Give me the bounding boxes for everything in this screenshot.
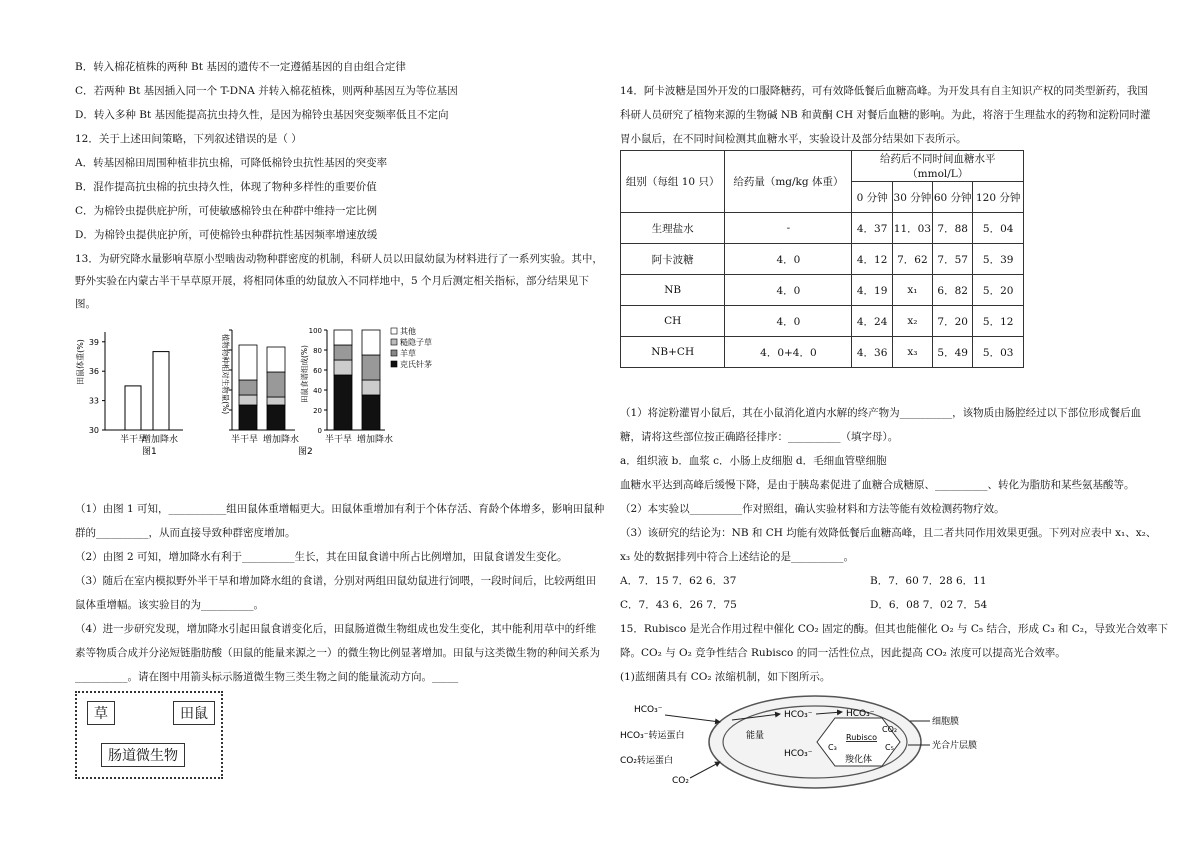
vole-box: 田鼠 [173, 701, 215, 725]
cell-dose: 4．0+4．0 [725, 337, 852, 368]
fig1-bar [153, 352, 169, 430]
q12-option-a: A．转基因棉田周围种植非抗虫棉，可降低棉铃虫抗性基因的突变率 [75, 157, 388, 169]
fig2-bar-segment [267, 372, 285, 397]
fig2-legend-swatch [391, 339, 397, 345]
figure-1 [75, 332, 183, 457]
fig2-tick-label: 0 [317, 427, 322, 435]
cell-value: 7．20 [933, 306, 973, 337]
fig2-bar-segment [334, 375, 352, 430]
q13-1-line2: 群的__________，从而直接导致种群密度增加。 [75, 527, 296, 539]
q13-4-line2: 素等物质合成并分泌短链脂肪酸（田鼠的能量来源之一）的微生物比例显著增加。田鼠与这类微生物的种间关系为 [75, 647, 600, 659]
label-hco3-out: HCO₃⁻ [634, 705, 663, 715]
fig2-cat-2: 半干旱 [325, 435, 353, 445]
q13-stem-line2: 野外实验在内蒙古半干旱草原开展，将相同体重的幼鼠放入不同样地中，5 个月后测定相关指标，部分结果见下 [75, 275, 590, 287]
cell-value: x₁ [892, 275, 932, 306]
cell-value: x₃ [892, 337, 932, 368]
cell-value: 5．12 [973, 306, 1024, 337]
q12-option-d: D．为棉铃虫提供庇护所，可使棉铃虫种群抗性基因频率增速放缓 [75, 229, 378, 241]
q14-intro-line2: 科研人员研究了植物来源的生物碱 NB 和黄酮 CH 对餐后血糖的影响。为此，将溶于生理盐水的药物和淀粉同时灌 [620, 109, 1151, 121]
q12-stem: 12．关于上述田间策略，下列叙述错误的是（ ） [75, 133, 302, 145]
label-co2-out: CO₂ [672, 776, 689, 786]
cell-value: 5．49 [933, 337, 973, 368]
q14-3-line1: （3）该研究的结论为：NB 和 CH 均能有效降低餐后血糖高峰，且二者共同作用效果更强。下列对应表中 x₁、x₂、 [620, 527, 1157, 539]
th-level: 给药后不同时间血糖水平（mmol/L） [852, 151, 1024, 182]
q14-option-c: C．7．43 6．26 7．75 [620, 599, 737, 611]
table-row [621, 275, 1024, 306]
label-c3: C₃ [828, 743, 837, 752]
fig1-tick-label: 36 [88, 367, 99, 377]
label-energy: 能量 [746, 731, 765, 741]
fig2-legend-label: 其他 [400, 327, 416, 336]
fig2-tick-label: 20 [313, 407, 322, 415]
fig2-left-ylabel: 植物物种相对生物量(%) [221, 333, 230, 415]
fig1-cat-0: 半干旱 [120, 435, 148, 445]
figure-2 [221, 326, 432, 457]
q14-2: （2）本实验以__________作对照组，确认实验材料和方法等能有效检测药物疗效。 [620, 503, 1005, 515]
cell-value: 4．37 [852, 213, 892, 244]
cell-value: 4．12 [852, 244, 892, 275]
q15-line2: 降。CO₂ 与 O₂ 竞争性结合 Rubisco 的同一活性位点，因此提高 CO₂ 浓度可以提高光合效率。 [620, 647, 1066, 659]
fig2-bar-segment [239, 380, 257, 395]
fig2-bar-segment [334, 330, 352, 345]
q13-4-line1: （4）进一步研究发现，增加降水引起田鼠食谱变化后，田鼠肠道微生物组成也发生变化，其中能利用草中的纤维 [75, 623, 597, 635]
fig2-bar-segment [362, 380, 380, 395]
q11-option-b: B．转入棉花植株的两种 Bt 基因的遗传不一定遵循基因的自由组合定律 [75, 61, 406, 73]
q13-1-line1: （1）由图 1 可知，___________组田鼠体重增幅更大。田鼠体重增加有利于个体存活、育龄个体增多，影响田鼠种 [75, 503, 605, 515]
label-hco3-transporter: HCO₃⁻转运蛋白 [620, 731, 685, 741]
energy-flow-box [75, 691, 223, 779]
label-hco3-mid1: HCO₃⁻ [784, 710, 813, 720]
fig2-tick-label: 100 [308, 327, 322, 335]
fig2-bar-segment [334, 345, 352, 360]
fig2-bar-segment [334, 360, 352, 375]
fig1-ylabel: 田鼠体重(%) [76, 339, 85, 385]
cell-dose: 4．0 [725, 306, 852, 337]
q15-line1: 15．Rubisco 是光合作用过程中催化 CO₂ 固定的酶。但其也能催化 O₂ 与 C₅ 结合，形成 C₃ 和 C₂，导致光合效率下 [620, 623, 1168, 635]
label-co2-transporter: CO₂转运蛋白 [620, 756, 673, 766]
q14-option-a: A．7．15 7．62 6．37 [620, 575, 737, 587]
grass-box: 草 [87, 701, 115, 725]
cell-value: 11．03 [892, 213, 932, 244]
th-dose: 给药量（mg/kg 体重） [725, 151, 852, 213]
cell-dose: - [725, 213, 852, 244]
table-row [621, 306, 1024, 337]
q14-3-line2: x₃ 处的数据排列中符合上述结论的是__________。 [620, 551, 854, 563]
q14-intro-line1: 14．阿卡波糖是国外开发的口服降糖药，可有效降低餐后血糖高峰。为开发具有自主知识产权的同类型新药，我国 [620, 85, 1148, 97]
cell-value: 4．36 [852, 337, 892, 368]
fig2-bar-segment [239, 395, 257, 405]
q11-option-c: C．若两种 Bt 基因插入同一个 T-DNA 并转入棉花植株，则两种基因互为等位基因 [75, 85, 458, 97]
fig2-legend-swatch [391, 350, 397, 356]
fig2-legend-label: 克氏针茅 [400, 360, 432, 369]
arrow-hco3-in [665, 715, 720, 722]
q14-option-d: D．6．08 7．02 7．54 [870, 599, 988, 611]
th-time-1: 30 分钟 [892, 182, 932, 213]
q14-1-line3: 血糖水平达到高峰后缓慢下降，是由于胰岛素促进了血糖合成糖原、__________、转化为脂肪和某些氨基酸等。 [620, 479, 1135, 491]
fig2-bar-segment [239, 345, 257, 380]
fig2-bar-segment [239, 405, 257, 430]
co2-concentrating-diagram [620, 690, 1040, 800]
cell-group: CH [621, 306, 725, 337]
fig1-tick-label: 33 [88, 396, 99, 406]
cell-value: 7．62 [892, 244, 932, 275]
label-c5: C₅ [885, 743, 894, 752]
cell-value: 5．39 [973, 244, 1024, 275]
fig2-bar-segment [267, 347, 285, 372]
fig2-bar-segment [362, 330, 380, 355]
table-row [621, 244, 1024, 275]
fig2-cat-1: 增加降水 [263, 435, 300, 445]
th-group: 组别（每组 10 只） [621, 151, 725, 213]
table-row [621, 213, 1024, 244]
fig2-tick-label: 60 [313, 367, 322, 375]
cell-value: 4．19 [852, 275, 892, 306]
q12-option-c: C．为棉铃虫提供庇护所，可使敏感棉铃虫在种群中维持一定比例 [75, 205, 378, 217]
cell-value: 7．88 [933, 213, 973, 244]
label-rubisco: Rubisco [846, 733, 878, 742]
fig2-legend-label: 羊草 [400, 349, 416, 358]
fig2-bar-segment [267, 405, 285, 430]
label-hco3-in: HCO₃⁻ [846, 709, 875, 719]
q13-3-line1: （3）随后在室内模拟野外半干旱和增加降水组的食谱，分别对两组田鼠幼鼠进行饲喂，一段时间后，比较两组田 [75, 575, 597, 587]
fig2-cat-3: 增加降水 [357, 435, 394, 445]
table-row [621, 337, 1024, 368]
q12-option-b: B．混作提高抗虫棉的抗虫持久性，体现了物种多样性的重要价值 [75, 181, 377, 193]
fig1-cat-1: 增加降水 [142, 435, 179, 445]
th-time-0: 0 分钟 [852, 182, 892, 213]
fig1-bar [125, 386, 141, 430]
cell-dose: 4．0 [725, 244, 852, 275]
q11-option-d: D．转入多种 Bt 基因能提高抗虫持久性，是因为棉铃虫基因突变频率低且不定向 [75, 109, 449, 121]
q15-line3: (1)蓝细菌具有 CO₂ 浓缩机制，如下图所示。 [620, 671, 831, 683]
cell-value: 6．82 [933, 275, 973, 306]
fig1-tick-label: 30 [88, 426, 99, 435]
cell-group: NB [621, 275, 725, 306]
cell-value: x₂ [892, 306, 932, 337]
fig2-bar-segment [267, 397, 285, 405]
fig2-caption: 图2 [298, 447, 313, 457]
q13-stem-line3: 图。 [75, 298, 96, 310]
fig2-right-ylabel: 田鼠食谱组成(%) [300, 345, 309, 403]
cell-value: 7．57 [933, 244, 973, 275]
label-cell-membrane: 细胞膜 [932, 717, 960, 727]
q14-option-b: B．7．60 7．28 6．11 [870, 575, 987, 587]
cell-value: 4．24 [852, 306, 892, 337]
q13-figures [75, 322, 435, 462]
fig1-caption: 图1 [142, 447, 157, 457]
q13-2: （2）由图 2 可知，增加降水有利于__________生长，其在田鼠食谱中所占比例增加，田鼠食谱发生变化。 [75, 551, 568, 563]
fig2-bar-segment [362, 355, 380, 380]
fig2-cat-0: 半干旱 [231, 435, 259, 445]
q14-1-choices: a．组织液 b．血浆 c．小肠上皮细胞 d．毛细血管壁细胞 [620, 455, 887, 467]
cell-group: 阿卡波糖 [621, 244, 725, 275]
label-hco3-mid2: HCO₃⁻ [784, 749, 813, 759]
arrow-co2-in [690, 762, 720, 778]
th-time-3: 120 分钟 [973, 182, 1024, 213]
cell-value: 5．20 [973, 275, 1024, 306]
fig2-legend-label: 糙隐子草 [400, 338, 432, 347]
label-thylakoid: 光合片层膜 [932, 741, 978, 751]
q13-stem-line1: 13．为研究降水量影响草原小型啮齿动物种群密度的机制，科研人员以田鼠幼鼠为材料进行了一系列实验。其中， [75, 253, 603, 265]
fig2-bar-segment [362, 395, 380, 430]
fig1-tick-label: 39 [88, 337, 99, 347]
q13-3-line2: 鼠体重增幅。该实验目的为__________。 [75, 599, 264, 611]
cell-dose: 4．0 [725, 275, 852, 306]
cell-group: 生理盐水 [621, 213, 725, 244]
fig2-legend-swatch [391, 361, 397, 367]
q14-1-line2: 糖，请将这些部位按正确路径排序：__________（填字母）。 [620, 431, 899, 443]
fig2-tick-label: 40 [313, 387, 322, 395]
fig2-legend-swatch [391, 328, 397, 334]
cell-group: NB+CH [621, 337, 725, 368]
q14-intro-line3: 胃小鼠后，在不同时间检测其血糖水平，实验设计及部分结果如下表所示。 [620, 133, 967, 145]
microbe-box: 肠道微生物 [101, 743, 185, 767]
label-carboxysome: 羧化体 [845, 755, 873, 765]
q13-4-line3: __________。请在图中用箭头标示肠道微生物三类生物之间的能量流动方向。_____ [75, 671, 459, 683]
fig2-tick-label: 80 [313, 347, 322, 355]
cell-value: 5．04 [973, 213, 1024, 244]
cell-value: 5．03 [973, 337, 1024, 368]
label-co2-in: CO₂ [882, 725, 898, 734]
q14-table [620, 150, 1024, 368]
q14-1-line1: （1）将淀粉灌胃小鼠后，其在小鼠消化道内水解的终产物为__________，该物质由肠腔经过以下部位形成餐后血 [620, 407, 1142, 419]
th-time-2: 60 分钟 [933, 182, 973, 213]
